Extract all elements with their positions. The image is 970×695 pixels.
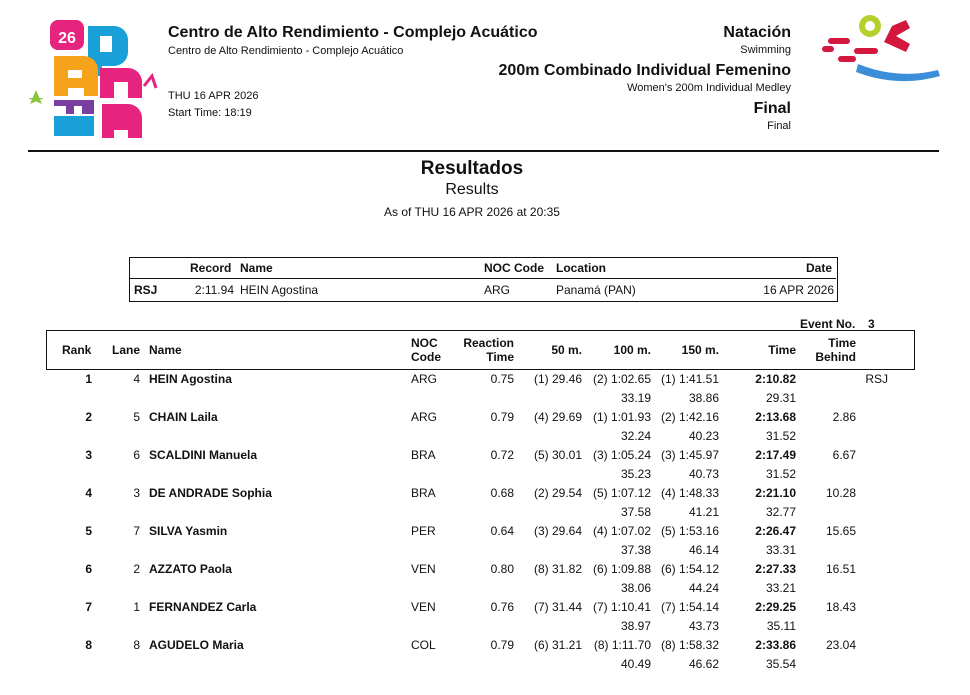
split-100-cell: (5) 1:07.12: [592, 486, 651, 500]
split-200-lap: 33.31: [765, 543, 796, 557]
split-100-lap: 37.38: [620, 543, 651, 557]
final-time-cell: 2:13.68: [755, 410, 796, 424]
split-200-lap: 29.31: [765, 391, 796, 405]
reaction-cell: 0.75: [490, 372, 514, 386]
athlete-name: AZZATO Paola: [149, 562, 232, 576]
logo-star-icon: [28, 90, 44, 104]
reaction-cell: 0.64: [490, 524, 514, 538]
sport-name-en: Swimming: [740, 44, 791, 56]
split-150-cell: (5) 1:53.16: [660, 524, 719, 538]
split-100-cell: (3) 1:05.24: [592, 448, 651, 462]
record-noc-header: NOC Code: [484, 261, 544, 275]
split-200-lap: 33.21: [765, 581, 796, 595]
split-150-cell: (4) 1:48.33: [660, 486, 719, 500]
col-lane: Lane: [112, 343, 141, 357]
col-noc-l2: Code: [411, 350, 441, 364]
split-100-lap: 33.19: [620, 391, 651, 405]
athlete-name: SCALDINI Manuela: [149, 448, 258, 462]
col-reaction-l2: Time: [486, 350, 514, 364]
time-behind-cell: 6.67: [832, 448, 856, 462]
results-as-of: As of THU 16 APR 2026 at 20:35: [384, 205, 560, 219]
split-150-lap: 40.73: [688, 467, 719, 481]
rank-cell: 1: [85, 372, 92, 386]
col-150m: 150 m.: [681, 343, 719, 357]
venue-title: Centro de Alto Rendimiento - Complejo Acuático: [168, 24, 538, 41]
rank-cell: 8: [85, 638, 92, 652]
rank-cell: 5: [85, 524, 92, 538]
noc-cell: BRA: [411, 448, 436, 462]
split-100-lap: 38.97: [620, 619, 651, 633]
sport-name: Natación: [723, 24, 791, 41]
col-rank: Rank: [62, 343, 92, 357]
split-200-lap: 35.54: [765, 657, 796, 671]
athlete-name: CHAIN Laila: [149, 410, 218, 424]
lane-cell: 2: [133, 562, 140, 576]
col-noc-l1: NOC: [411, 336, 438, 350]
noc-cell: ARG: [411, 372, 438, 386]
col-50m: 50 m.: [551, 343, 582, 357]
noc-cell: VEN: [411, 600, 436, 614]
record-location-header: Location: [556, 261, 606, 275]
split-100-lap: 32.24: [620, 429, 651, 443]
col-time: Time: [768, 343, 796, 357]
event-number-value: 3: [868, 317, 875, 331]
event-name: 200m Combinado Individual Femenino: [498, 62, 791, 79]
record-noc: ARG: [484, 283, 511, 297]
split-50-cell: (3) 29.64: [533, 524, 582, 538]
split-200-lap: 31.52: [765, 467, 796, 481]
col-reaction-l1: Reaction: [463, 336, 514, 350]
record-date: 16 APR 2026: [763, 283, 834, 297]
lane-cell: 1: [133, 600, 140, 614]
athlete-name: SILVA Yasmin: [149, 524, 228, 538]
logo-block-a2: [102, 104, 142, 138]
split-50-cell: (4) 29.69: [533, 410, 582, 424]
lane-cell: 8: [133, 638, 140, 652]
games-logo: [26, 12, 160, 144]
time-behind-cell: 15.65: [825, 524, 856, 538]
lane-cell: 3: [133, 486, 140, 500]
record-time: 2:11.94: [194, 283, 234, 297]
split-150-lap: 41.21: [688, 505, 719, 519]
split-50-cell: (7) 31.44: [533, 600, 582, 614]
split-150-lap: 46.62: [688, 657, 719, 671]
split-200-lap: 32.77: [765, 505, 796, 519]
logo-arrow-icon: [144, 76, 156, 88]
split-100-lap: 40.49: [620, 657, 651, 671]
col-behind-l1: Time: [828, 336, 856, 350]
split-150-cell: (7) 1:54.14: [660, 600, 719, 614]
lane-cell: 7: [133, 524, 140, 538]
lane-cell: 4: [133, 372, 140, 386]
split-100-cell: (8) 1:11.70: [593, 638, 651, 652]
split-150-lap: 40.23: [688, 429, 719, 443]
lane-cell: 5: [133, 410, 140, 424]
athlete-name: HEIN Agostina: [149, 372, 232, 386]
time-behind-cell: 2.86: [832, 410, 856, 424]
time-behind-cell: 16.51: [825, 562, 856, 576]
noc-cell: VEN: [411, 562, 436, 576]
phase-name-en: Final: [767, 120, 791, 132]
results-title: Resultados: [420, 158, 524, 179]
split-100-cell: (6) 1:09.88: [592, 562, 651, 576]
reaction-cell: 0.80: [490, 562, 514, 576]
logo-block-n: [100, 68, 142, 98]
rank-cell: 3: [85, 448, 92, 462]
athlete-name: DE ANDRADE Sophia: [149, 486, 272, 500]
record-header: Record: [190, 261, 232, 275]
col-name: Name: [149, 343, 182, 357]
split-100-lap: 38.06: [620, 581, 651, 595]
final-time-cell: 2:27.33: [755, 562, 796, 576]
final-time-cell: 2:33.86: [755, 638, 796, 652]
record-location: Panamá (PAN): [556, 283, 636, 297]
record-holder: HEIN Agostina: [240, 283, 319, 297]
reaction-cell: 0.72: [490, 448, 514, 462]
split-100-lap: 35.23: [620, 467, 651, 481]
split-50-cell: (6) 31.21: [533, 638, 582, 652]
rank-cell: 2: [85, 410, 92, 424]
split-100-cell: (2) 1:02.65: [592, 372, 651, 386]
rank-cell: 4: [85, 486, 92, 500]
split-150-lap: 44.24: [688, 581, 719, 595]
record-name-header: Name: [240, 261, 273, 275]
split-100-lap: 37.58: [620, 505, 651, 519]
event-number-label: Event No.: [800, 317, 856, 331]
split-150-lap: 46.14: [688, 543, 719, 557]
final-time-cell: 2:17.49: [755, 448, 796, 462]
time-behind-cell: 18.43: [825, 600, 856, 614]
reaction-cell: 0.79: [490, 410, 514, 424]
noc-cell: ARG: [411, 410, 438, 424]
rank-cell: 6: [85, 562, 92, 576]
athlete-name: FERNANDEZ Carla: [149, 600, 257, 614]
phase-name: Final: [753, 100, 791, 117]
record-cell: RSJ: [865, 372, 888, 386]
split-50-cell: (5) 30.01: [533, 448, 582, 462]
split-150-lap: 38.86: [688, 391, 719, 405]
lane-cell: 6: [133, 448, 140, 462]
noc-cell: BRA: [411, 486, 436, 500]
final-time-cell: 2:26.47: [755, 524, 796, 538]
noc-cell: PER: [411, 524, 436, 538]
split-200-lap: 35.11: [766, 619, 796, 633]
logo-year-text: 26: [58, 30, 76, 47]
noc-cell: COL: [411, 638, 436, 652]
split-50-cell: (8) 31.82: [533, 562, 582, 576]
split-100-cell: (4) 1:07.02: [592, 524, 651, 538]
col-100m: 100 m.: [613, 343, 651, 357]
athlete-name: AGUDELO Maria: [149, 638, 244, 652]
final-time-cell: 2:10.82: [755, 372, 796, 386]
split-150-cell: (3) 1:45.97: [660, 448, 719, 462]
start-time: Start Time: 18:19: [168, 107, 252, 119]
col-behind-l2: Behind: [815, 350, 856, 364]
split-100-cell: (7) 1:10.41: [592, 600, 651, 614]
aquatics-logo: [818, 12, 942, 82]
event-date: THU 16 APR 2026: [168, 90, 259, 102]
venue-subtitle: Centro de Alto Rendimiento - Complejo Acuático: [168, 45, 404, 57]
final-time-cell: 2:21.10: [755, 486, 796, 500]
split-50-cell: (1) 29.46: [533, 372, 582, 386]
split-50-cell: (2) 29.54: [533, 486, 582, 500]
time-behind-cell: 10.28: [825, 486, 856, 500]
split-200-lap: 31.52: [765, 429, 796, 443]
split-150-cell: (2) 1:42.16: [660, 410, 719, 424]
split-150-cell: (1) 1:41.51: [660, 372, 719, 386]
split-100-cell: (1) 1:01.93: [592, 410, 651, 424]
reaction-cell: 0.68: [490, 486, 514, 500]
split-150-cell: (8) 1:58.32: [660, 638, 719, 652]
split-150-cell: (6) 1:54.12: [660, 562, 719, 576]
rank-cell: 7: [85, 600, 92, 614]
logo-block-m: [54, 100, 94, 114]
final-time-cell: 2:29.25: [755, 600, 796, 614]
time-behind-cell: 23.04: [825, 638, 856, 652]
reaction-cell: 0.76: [490, 600, 514, 614]
header-divider: [28, 150, 939, 152]
reaction-cell: 0.79: [490, 638, 514, 652]
record-type: RSJ: [134, 283, 158, 297]
record-date-header: Date: [805, 261, 832, 275]
split-150-lap: 43.73: [688, 619, 719, 633]
event-name-en: Women's 200m Individual Medley: [627, 82, 791, 94]
results-subtitle: Results: [445, 181, 499, 198]
